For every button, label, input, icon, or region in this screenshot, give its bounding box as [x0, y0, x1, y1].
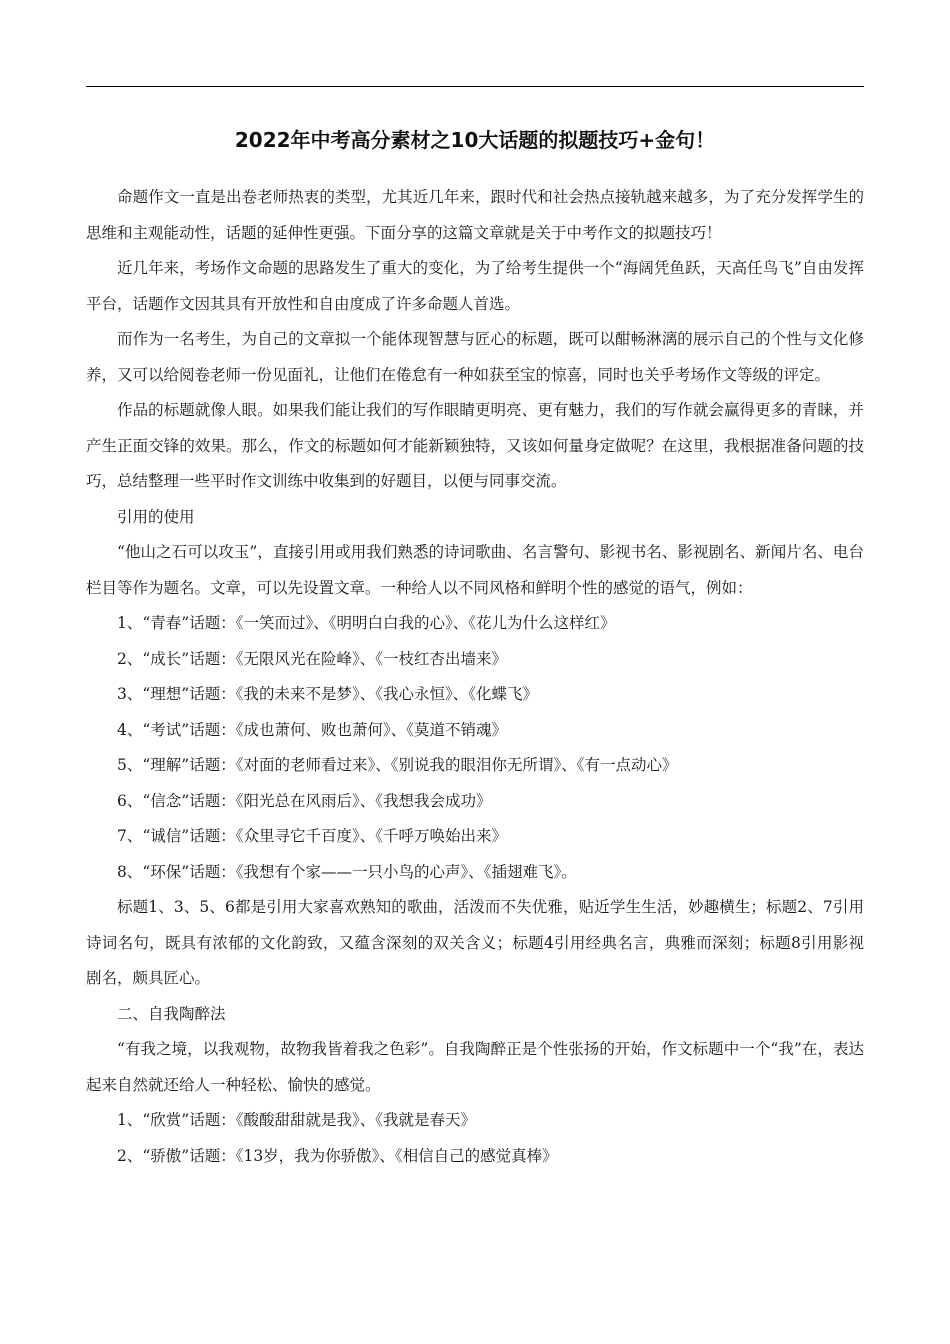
document-title: 2022年中考高分素材之10大话题的拟题技巧+金句！	[234, 128, 716, 152]
paragraph: 标题1、3、5、6都是引用大家喜欢熟知的歌曲，活泼而不失优雅，贴近学生生活，妙趣横生；标题2、7引用诗词名句，既具有浓郁的文化韵致，又蕴含深刻的双关含义；标题4引用经典名言，典雅而深刻；标题8引用影视剧名，颇具匠心。	[86, 898, 864, 987]
paragraph: 而作为一名考生，为自己的文章拟一个能体现智慧与匠心的标题，既可以酣畅淋漓的展示自己的个性与文化修养，又可以给阅卷老师一份见面礼，让他们在倦怠有一种如获至宝的惊喜，同时也关乎考场作文等级的评定。	[86, 330, 864, 384]
section-heading: 二、自我陶醉法	[117, 1004, 226, 1023]
list-item: 1、“青春”话题：《一笑而过》、《明明白白我的心》、《花儿为什么这样红》	[117, 614, 616, 632]
paragraph: 命题作文一直是出卷老师热衷的类型，尤其近几年来，跟时代和社会热点接轨越来越多，为了充分发挥学生的思维和主观能动性，话题的延伸性更强。下面分享的这篇文章就是关于中考作文的拟题技巧！	[86, 188, 864, 242]
header-rule	[86, 86, 864, 87]
paragraph: 近几年来，考场作文命题的思路发生了重大的变化，为了给考生提供一个“海阔凭鱼跃，天高任鸟飞”自由发挥平台，话题作文因其具有开放性和自由度成了许多命题人首选。	[86, 259, 864, 313]
list-item: 2、“成长”话题：《无限风光在险峰》、《一枝红杏出墙来》	[117, 649, 507, 668]
document-body	[86, 180, 864, 1174]
list-item: 6、“信念”话题：《阳光总在风雨后》、《我想我会成功》	[117, 791, 492, 810]
list-item: 2、“骄傲”话题：《13岁，我为你骄傲》、《相信自己的感觉真棒》	[117, 1146, 558, 1165]
list-item: 3、“理想”话题：《我的未来不是梦》、《我心永恒》、《化蝶飞》	[117, 685, 538, 703]
paragraph: “他山之石可以攻玉”，直接引用或用我们熟悉的诗词歌曲、名言警句、影视书名、影视剧名、新闻片名、电台栏目等作为题名。文章，可以先设置文章。一种给人以不同风格和鲜明个性的感觉的语气，例如：	[86, 543, 864, 597]
list-item: 7、“诚信”话题：《众里寻它千百度》、《千呼万唤始出来》	[117, 827, 507, 845]
list-item: 8、“环保”话题：《我想有个家——一只小鸟的心声》、《插翅难飞》。	[117, 862, 577, 881]
list-item: 5、“理解”话题：《对面的老师看过来》、《别说我的眼泪你无所谓》、《有一点动心》	[117, 756, 678, 774]
list-item: 4、“考试”话题：《成也萧何、败也萧何》、《莫道不销魂》	[117, 720, 507, 739]
paragraph: “有我之境，以我观物，故物我皆着我之色彩”。自我陶醉正是个性张扬的开始，作文标题中一个“我”在，表达起来自然就还给人一种轻松、愉快的感觉。	[86, 1040, 864, 1094]
section-heading: 引用的使用	[117, 507, 195, 526]
list-item: 1、“欣赏”话题：《酸酸甜甜就是我》、《我就是春天》	[117, 1111, 476, 1129]
paragraph: 作品的标题就像人眼。如果我们能让我们的写作眼睛更明亮、更有魅力，我们的写作就会赢得更多的青睐，并产生正面交锋的效果。那么，作文的标题如何才能新颖独特，又该如何量身定做呢？在这里，我根据准备问题的技巧，总结整理一些平时作文训练中收集到的好题目，以便与同事交流。	[86, 401, 864, 490]
